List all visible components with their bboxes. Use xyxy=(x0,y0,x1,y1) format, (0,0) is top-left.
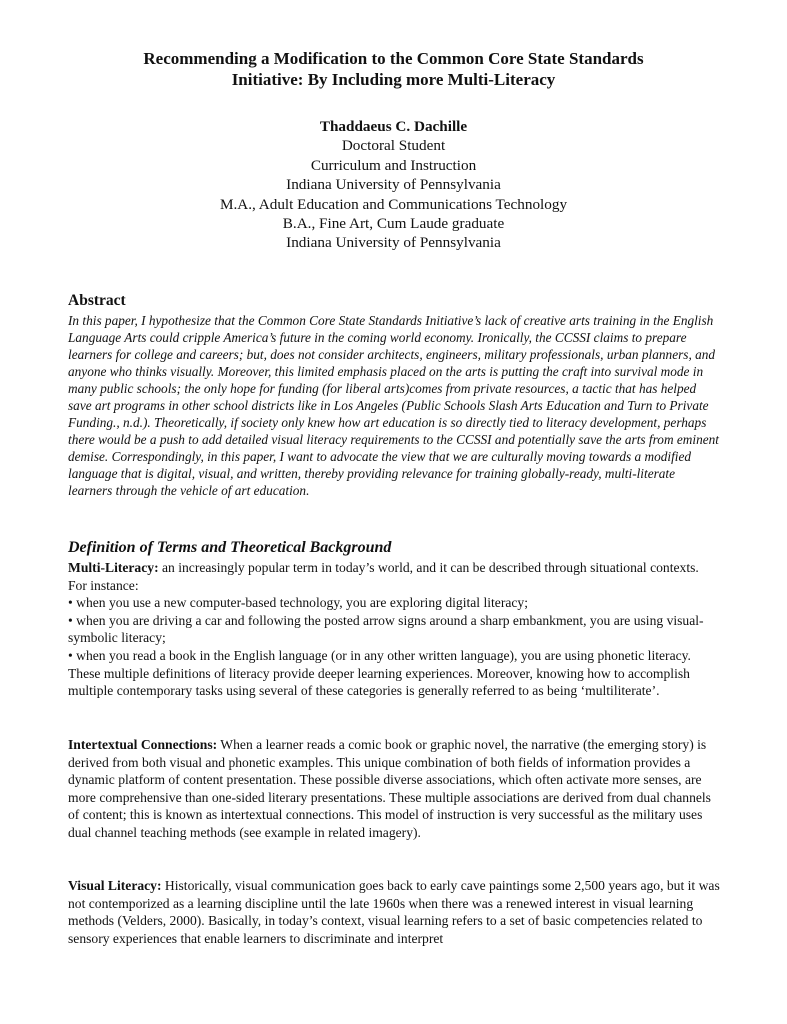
term-visual-literacy: Visual Literacy: xyxy=(68,878,162,893)
bullet-item: • when you are driving a car and following the posted arrow signs around a sharp embankment, you are using visual-symbolic literacy; xyxy=(68,612,704,646)
intertextual-paragraph xyxy=(68,736,720,842)
author-line: B.A., Fine Art, Cum Laude graduate xyxy=(282,215,505,233)
multi-literacy-section xyxy=(68,559,720,700)
title-line-1: Recommending a Modification to the Common Core State Standards xyxy=(143,49,644,68)
visual-literacy-paragraph xyxy=(68,877,720,947)
visual-literacy-text: Historically, visual communication goes back to early cave paintings some 2,500 years ago, but it was not contemporized as a learning discipline until the late 1960s when there was a renewed interest in visual learning methods (Velders, 2000). Basically, in today’s context, visual learning refers to a set of basic competencies related to sensory experiences that enable learners to discriminate and interpret xyxy=(68,878,720,946)
author-line: Curriculum and Instruction xyxy=(310,156,477,174)
abstract-heading: Abstract xyxy=(68,292,126,309)
intertextual-text: When a learner reads a comic book or graphic novel, the narrative (the emerging story) is derived from both visual and phonetic examples. This unique combination of both fields of information provides a dynamic platform of content presentation. These possible diverse associations, which often activate more senses, are more comprehensive than one-sided literary presentations. These multiple associations are derived from dual channels of content; this is known as intertextual connections. This model of instruction is very successful as the military uses dual channel teaching methods (see example in related imagery). xyxy=(68,737,711,840)
bullet-item: • when you use a new computer-based technology, you are exploring digital literacy; xyxy=(68,595,528,611)
term-intertextual-connections: Intertextual Connections: xyxy=(68,737,218,752)
multi-literacy-intro: an increasingly popular term in today’s world, and it can be described through situational contexts. For instance: xyxy=(68,560,699,593)
section-heading: Definition of Terms and Theoretical Background xyxy=(68,539,392,556)
abstract-text: In this paper, I hypothesize that the Common Core State Standards Initiative’s lack of creative arts training in the English Language Arts could cripple America’s future in the coming world economy. Ironically, the CCSSI claims to prepare learners for college and careers; but, does not consider architects, engineers, military professionals, urban planners, and anyone who thinks visually. Moreover, this limited emphasis placed on the arts is putting the craft into survival mode in many public schools; the only hope for funding (for liberal arts)comes from private resources, a tactic that has helped save art programs in other school districts like in Los Angeles (Public Schools Slash Arts Education and Turn to Private Funding., n.d.). Theoretically, if society only knew how art education is so directly tied to literacy development, perhaps there would be a push to add detailed visual literacy requirements to the CCSSI and potentially save the arts from eminent demise. Correspondingly, in this paper, I want to advocate the view that we are culturally moving towards a modified language that is digital, visual, and written, thereby providing relevance for training globally-ready, multi-literate learners through the vehicle of art education. xyxy=(68,313,719,498)
visual-literacy-section xyxy=(68,877,720,947)
bullet-item: • when you read a book in the English language (or in any other written language), you are using phonetic literacy. These multiple definitions of literacy provide deeper learning experiences. Moreover, knowing how to accomplish multiple contemporary tasks using several of these categories is generally referred to as being ‘multiliterate’. xyxy=(68,647,691,699)
author-line: M.A., Adult Education and Communications Technology xyxy=(219,195,568,213)
title-line-2: Initiative: By Including more Multi-Literacy xyxy=(231,70,556,89)
term-multi-literacy: Multi-Literacy: xyxy=(68,560,159,575)
author-name: Thaddaeus C. Dachille xyxy=(319,118,468,135)
author-block xyxy=(40,117,747,253)
intertextual-section xyxy=(68,736,720,842)
author-line: Indiana University of Pennsylvania xyxy=(286,176,501,194)
paper-title xyxy=(40,48,747,90)
author-line: Indiana University of Pennsylvania xyxy=(286,234,501,252)
multi-literacy-paragraph xyxy=(68,559,720,594)
author-line: Doctoral Student xyxy=(341,137,446,155)
